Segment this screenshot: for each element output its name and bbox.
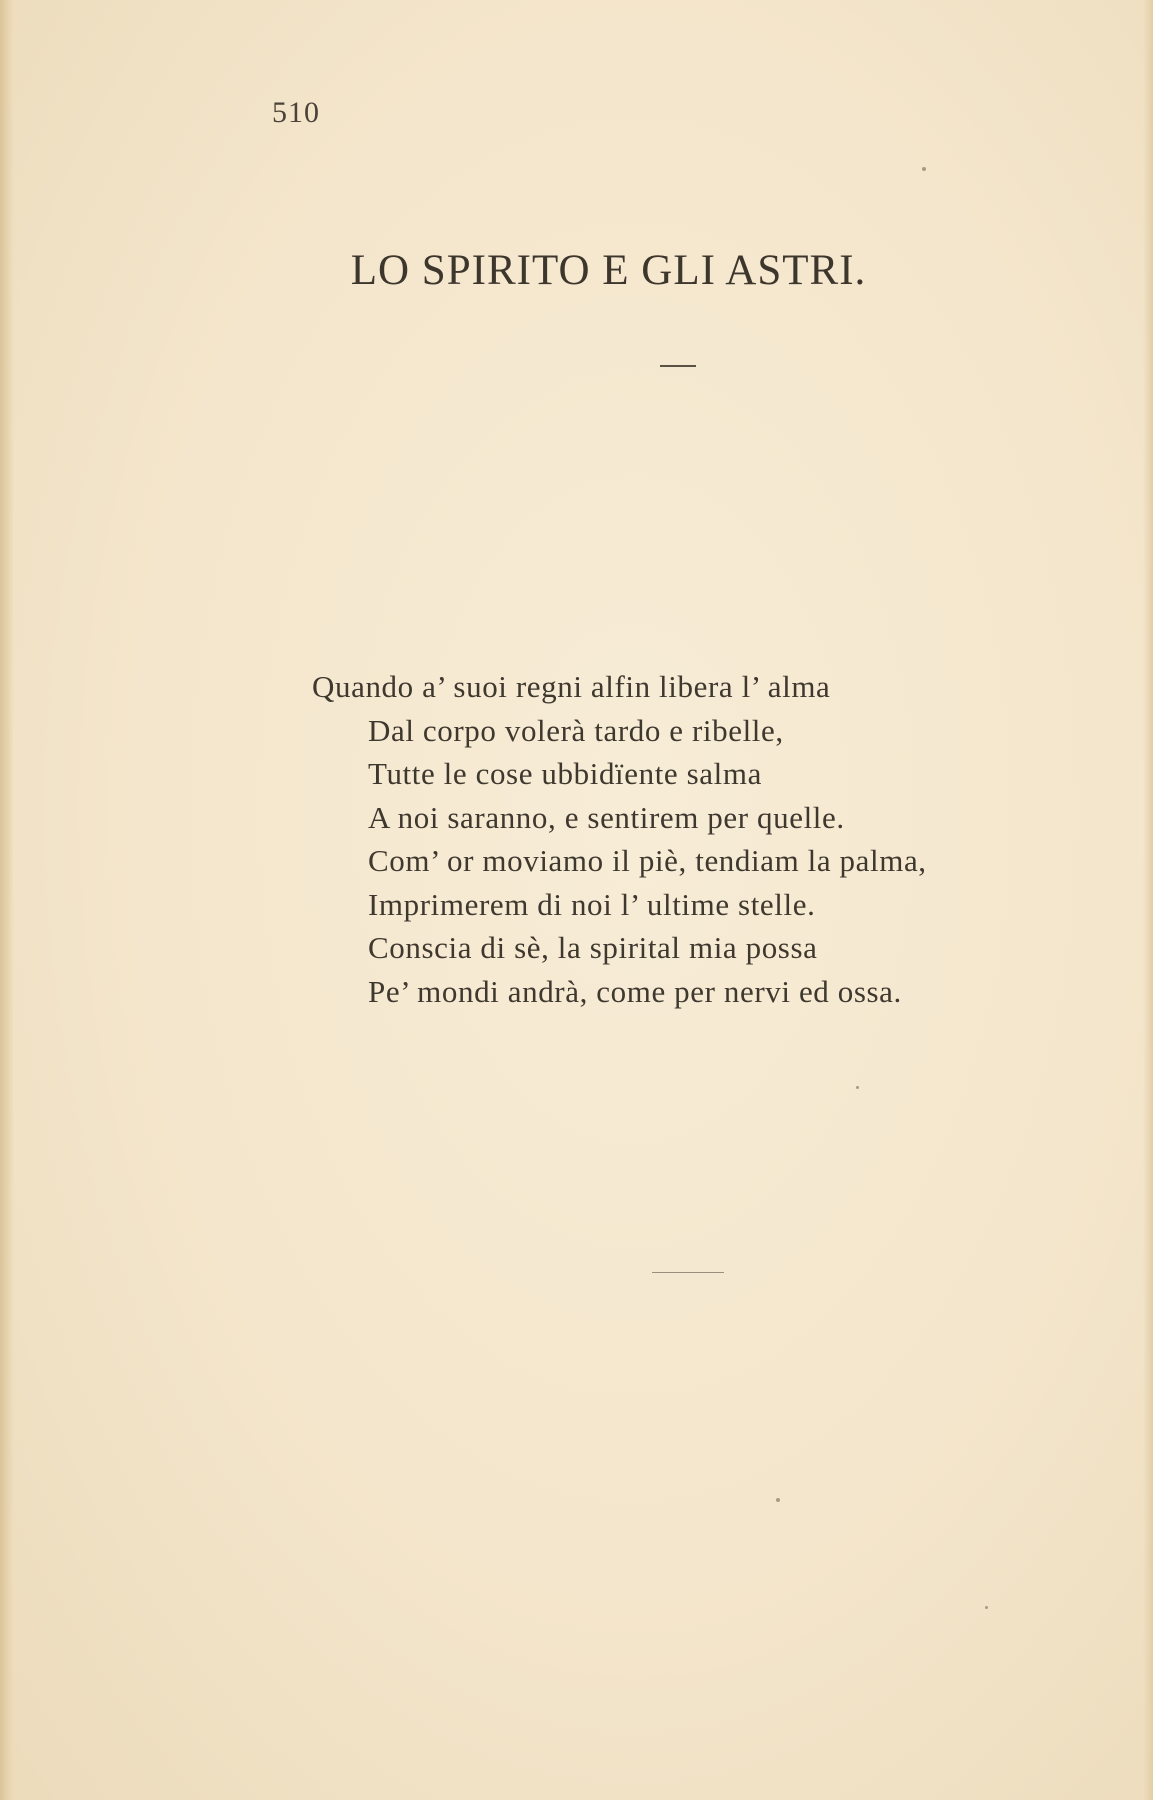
title-divider [660, 365, 696, 367]
page-left-edge [0, 0, 14, 1800]
poem-line: Imprimerem di noi l’ ultime stelle. [368, 886, 816, 922]
poem-line: Tutte le cose ubbidïente salma [368, 756, 762, 791]
end-divider [652, 1272, 724, 1273]
paper-speck [922, 167, 926, 171]
page-number: 510 [272, 96, 320, 129]
poem-stanza [312, 665, 927, 1013]
poem-line: Com’ or moviamo il piè, tendiam la palma, [368, 843, 927, 878]
paper-speck [856, 1086, 859, 1089]
paper-speck [776, 1498, 780, 1502]
poem-line: Pe’ mondi andrà, come per nervi ed ossa. [368, 973, 902, 1009]
poem-line: A noi saranno, e sentirem per quelle. [368, 799, 845, 835]
poem-title: LO SPIRITO E GLI ASTRI. [350, 247, 867, 294]
poem-line: Quando a’ suoi regni alfin libera l’ alma [312, 669, 831, 704]
poem-line: Conscia di sè, la spirital mia possa [368, 930, 818, 965]
paper-speck [985, 1606, 988, 1609]
poem-line: Dal corpo volerà tardo e ribelle, [368, 712, 784, 748]
